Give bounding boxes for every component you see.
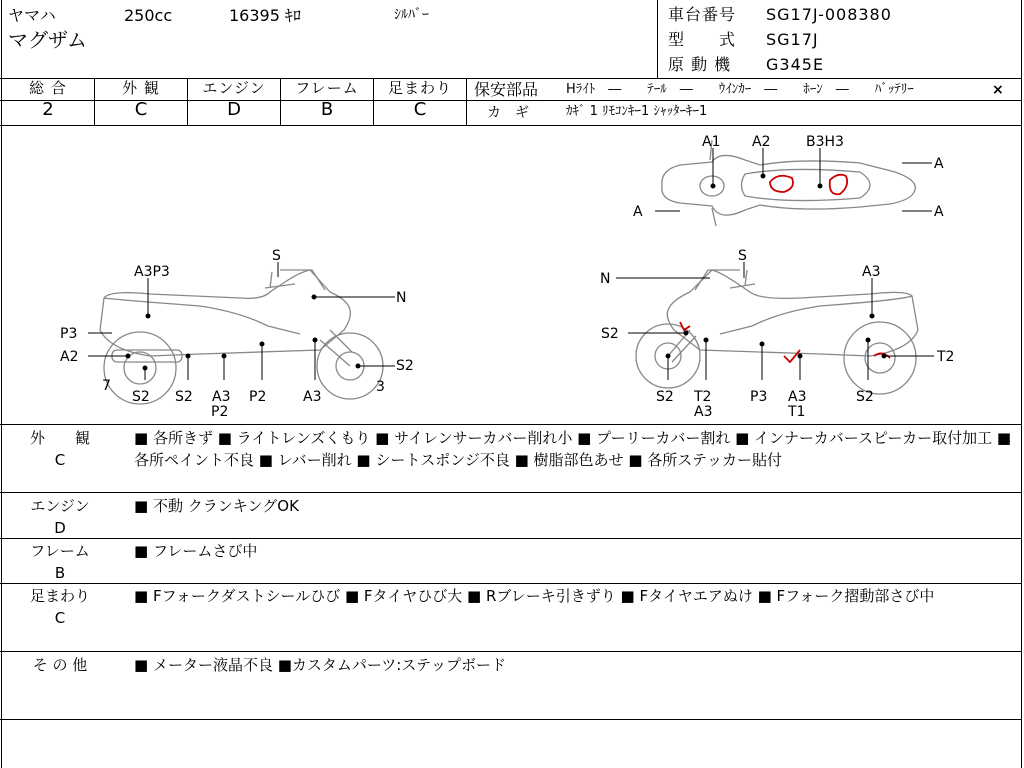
key-label: カ ギ bbox=[487, 105, 529, 121]
remark-label-grade: D bbox=[54, 519, 66, 537]
displacement: 250cc bbox=[124, 6, 173, 25]
grade-label: 総 合 bbox=[29, 79, 67, 97]
grade-engine bbox=[188, 78, 280, 122]
remark-label-exterior bbox=[0, 427, 120, 471]
top-view-seat bbox=[742, 169, 871, 200]
remark-label-grade: C bbox=[54, 609, 66, 627]
left-bike-body bbox=[100, 270, 350, 356]
remark-line-2 bbox=[0, 538, 1022, 539]
grade-label: 外 観 bbox=[122, 79, 160, 97]
label-right-a3: A3 bbox=[862, 264, 881, 280]
damage-diagram bbox=[0, 126, 1020, 423]
remark-label-text: 足まわり bbox=[29, 587, 90, 605]
label-right-t2b: T2 bbox=[694, 389, 712, 405]
key-items: ｶｷﾞ 1 ﾘﾓｺﾝｷｰ1 ｼｬｯﾀｰｷｰ1 bbox=[566, 104, 708, 119]
remark-text-suspension: ■ Fフォークダストシールひび ■ Fタイヤひび大 ■ Rブレーキ引きずり ■ Fタイヤエアぬけ ■ Fフォーク摺動部さび中 bbox=[134, 587, 935, 605]
label-left-p2b: P2 bbox=[249, 389, 267, 405]
remark-label-text: フレーム bbox=[30, 542, 90, 560]
label-left-s2b: S2 bbox=[175, 389, 193, 405]
label-top-a-lr: A bbox=[934, 204, 944, 220]
label-left-p2a: P2 bbox=[211, 404, 229, 420]
remark-text-engine: ■ 不動 クランキングOK bbox=[134, 497, 299, 515]
grade-value: 2 bbox=[42, 99, 54, 120]
color: ｼﾙﾊﾞｰ bbox=[394, 7, 429, 23]
label-top-a-ur: A bbox=[934, 156, 944, 172]
grade-frame bbox=[281, 78, 373, 122]
label-left-7: 7 bbox=[102, 378, 111, 394]
label-left-3: 3 bbox=[376, 379, 385, 395]
damage-mark-tick-2 bbox=[680, 322, 690, 330]
label-left-s2a: S2 bbox=[132, 389, 150, 405]
remark-label-other bbox=[0, 654, 120, 676]
grade-exterior bbox=[95, 78, 187, 122]
remark-line-1 bbox=[0, 492, 1022, 493]
frame-right bbox=[1021, 0, 1022, 768]
mileage: 16395 ｷﾛ bbox=[229, 6, 301, 25]
label-top-b3h3: B3H3 bbox=[806, 134, 844, 150]
label-right-s: S bbox=[738, 248, 747, 264]
label-left-a3p3: A3P3 bbox=[134, 264, 170, 280]
label-right-t1: T1 bbox=[788, 404, 806, 420]
grade-value: D bbox=[227, 99, 241, 120]
grade-divider-5 bbox=[466, 78, 467, 125]
right-bike-seat bbox=[720, 296, 912, 334]
type-value: SG17J bbox=[766, 30, 819, 49]
chassis-value: SG17J-008380 bbox=[766, 5, 892, 24]
chassis-label: 車台番号 bbox=[668, 5, 737, 24]
engine-label: 原 動 機 bbox=[668, 55, 732, 74]
damage-mark-a2 bbox=[770, 176, 793, 192]
grade-value: C bbox=[413, 99, 427, 120]
maker-name: ヤマハ bbox=[8, 6, 56, 25]
grade-label: エンジン bbox=[202, 79, 266, 97]
label-right-p3: P3 bbox=[750, 389, 768, 405]
grade-value: B bbox=[320, 99, 334, 120]
label-right-a3b: A3 bbox=[694, 404, 713, 420]
diagram-bottom-line bbox=[0, 424, 1022, 425]
engine-value: G345E bbox=[766, 55, 825, 74]
label-left-a3: A3 bbox=[212, 389, 231, 405]
label-right-a3c: A3 bbox=[788, 389, 807, 405]
label-top-a1: A1 bbox=[702, 134, 721, 150]
remark-label-frame bbox=[0, 540, 120, 584]
label-right-n: N bbox=[600, 271, 611, 287]
remark-text-other: ■ メーター液晶不良 ■カスタムパーツ:ステップボード bbox=[134, 656, 507, 674]
label-left-p3: P3 bbox=[60, 326, 78, 342]
grade-label: 足まわり bbox=[387, 79, 452, 97]
grade-suspension bbox=[374, 78, 466, 122]
remark-label-engine bbox=[0, 495, 120, 539]
label-left-s2c: S2 bbox=[396, 358, 414, 374]
remark-line-5 bbox=[0, 719, 1022, 720]
battery-mark: × bbox=[992, 82, 1004, 98]
label-right-s2c: S2 bbox=[856, 389, 874, 405]
remark-label-grade: B bbox=[54, 564, 66, 582]
label-top-a2: A2 bbox=[752, 134, 771, 150]
label-top-a-ll: A bbox=[633, 204, 643, 220]
grade-label: フレーム bbox=[295, 79, 359, 97]
remark-text-exterior: ■ 各所きず ■ ライトレンズくもり ■ サイレンサーカバー削れ小 ■ プーリーカバー割れ ■ インナーカバースピーカー取付加工 ■ 各所ペイント不良 ■ レバー削れ ■ シートスポンジ不良 ■ 樹脂部色あせ ■ 各所ステッカー貼付 bbox=[134, 429, 1012, 469]
remark-label-suspension bbox=[0, 585, 120, 629]
label-right-s2b: S2 bbox=[656, 389, 674, 405]
remark-line-3 bbox=[0, 583, 1022, 584]
right-rear-wheel bbox=[844, 322, 916, 394]
model-name: マグザム bbox=[8, 28, 87, 52]
remark-text-frame: ■ フレームさび中 bbox=[134, 542, 258, 560]
remark-label-grade: C bbox=[54, 451, 66, 469]
label-right-s2a: S2 bbox=[601, 326, 619, 342]
remark-label-text: エンジン bbox=[30, 497, 90, 515]
remark-label-text: 外 観 bbox=[29, 429, 90, 447]
safety-label: 保安部品 bbox=[474, 80, 539, 99]
label-left-s: S bbox=[272, 248, 281, 264]
label-left-a2: A2 bbox=[60, 349, 79, 365]
label-left-n: N bbox=[396, 290, 407, 306]
remark-label-text: そ の 他 bbox=[32, 656, 88, 674]
type-label: 型 式 bbox=[668, 30, 737, 49]
remark-line-4 bbox=[0, 651, 1022, 652]
safety-items: Hﾗｲﾄ ― ﾃｰﾙ ― ｳｲﾝｶｰ ― ﾎｰﾝ ― ﾊﾞｯﾃﾘｰ bbox=[566, 82, 914, 97]
damage-mark-b3h3 bbox=[830, 175, 847, 195]
label-left-a3b: A3 bbox=[303, 389, 322, 405]
grade-overall bbox=[2, 78, 94, 122]
left-bike-seat bbox=[104, 298, 300, 334]
header-divider bbox=[657, 0, 658, 78]
label-right-t2: T2 bbox=[937, 349, 955, 365]
grade-value: C bbox=[134, 99, 148, 120]
